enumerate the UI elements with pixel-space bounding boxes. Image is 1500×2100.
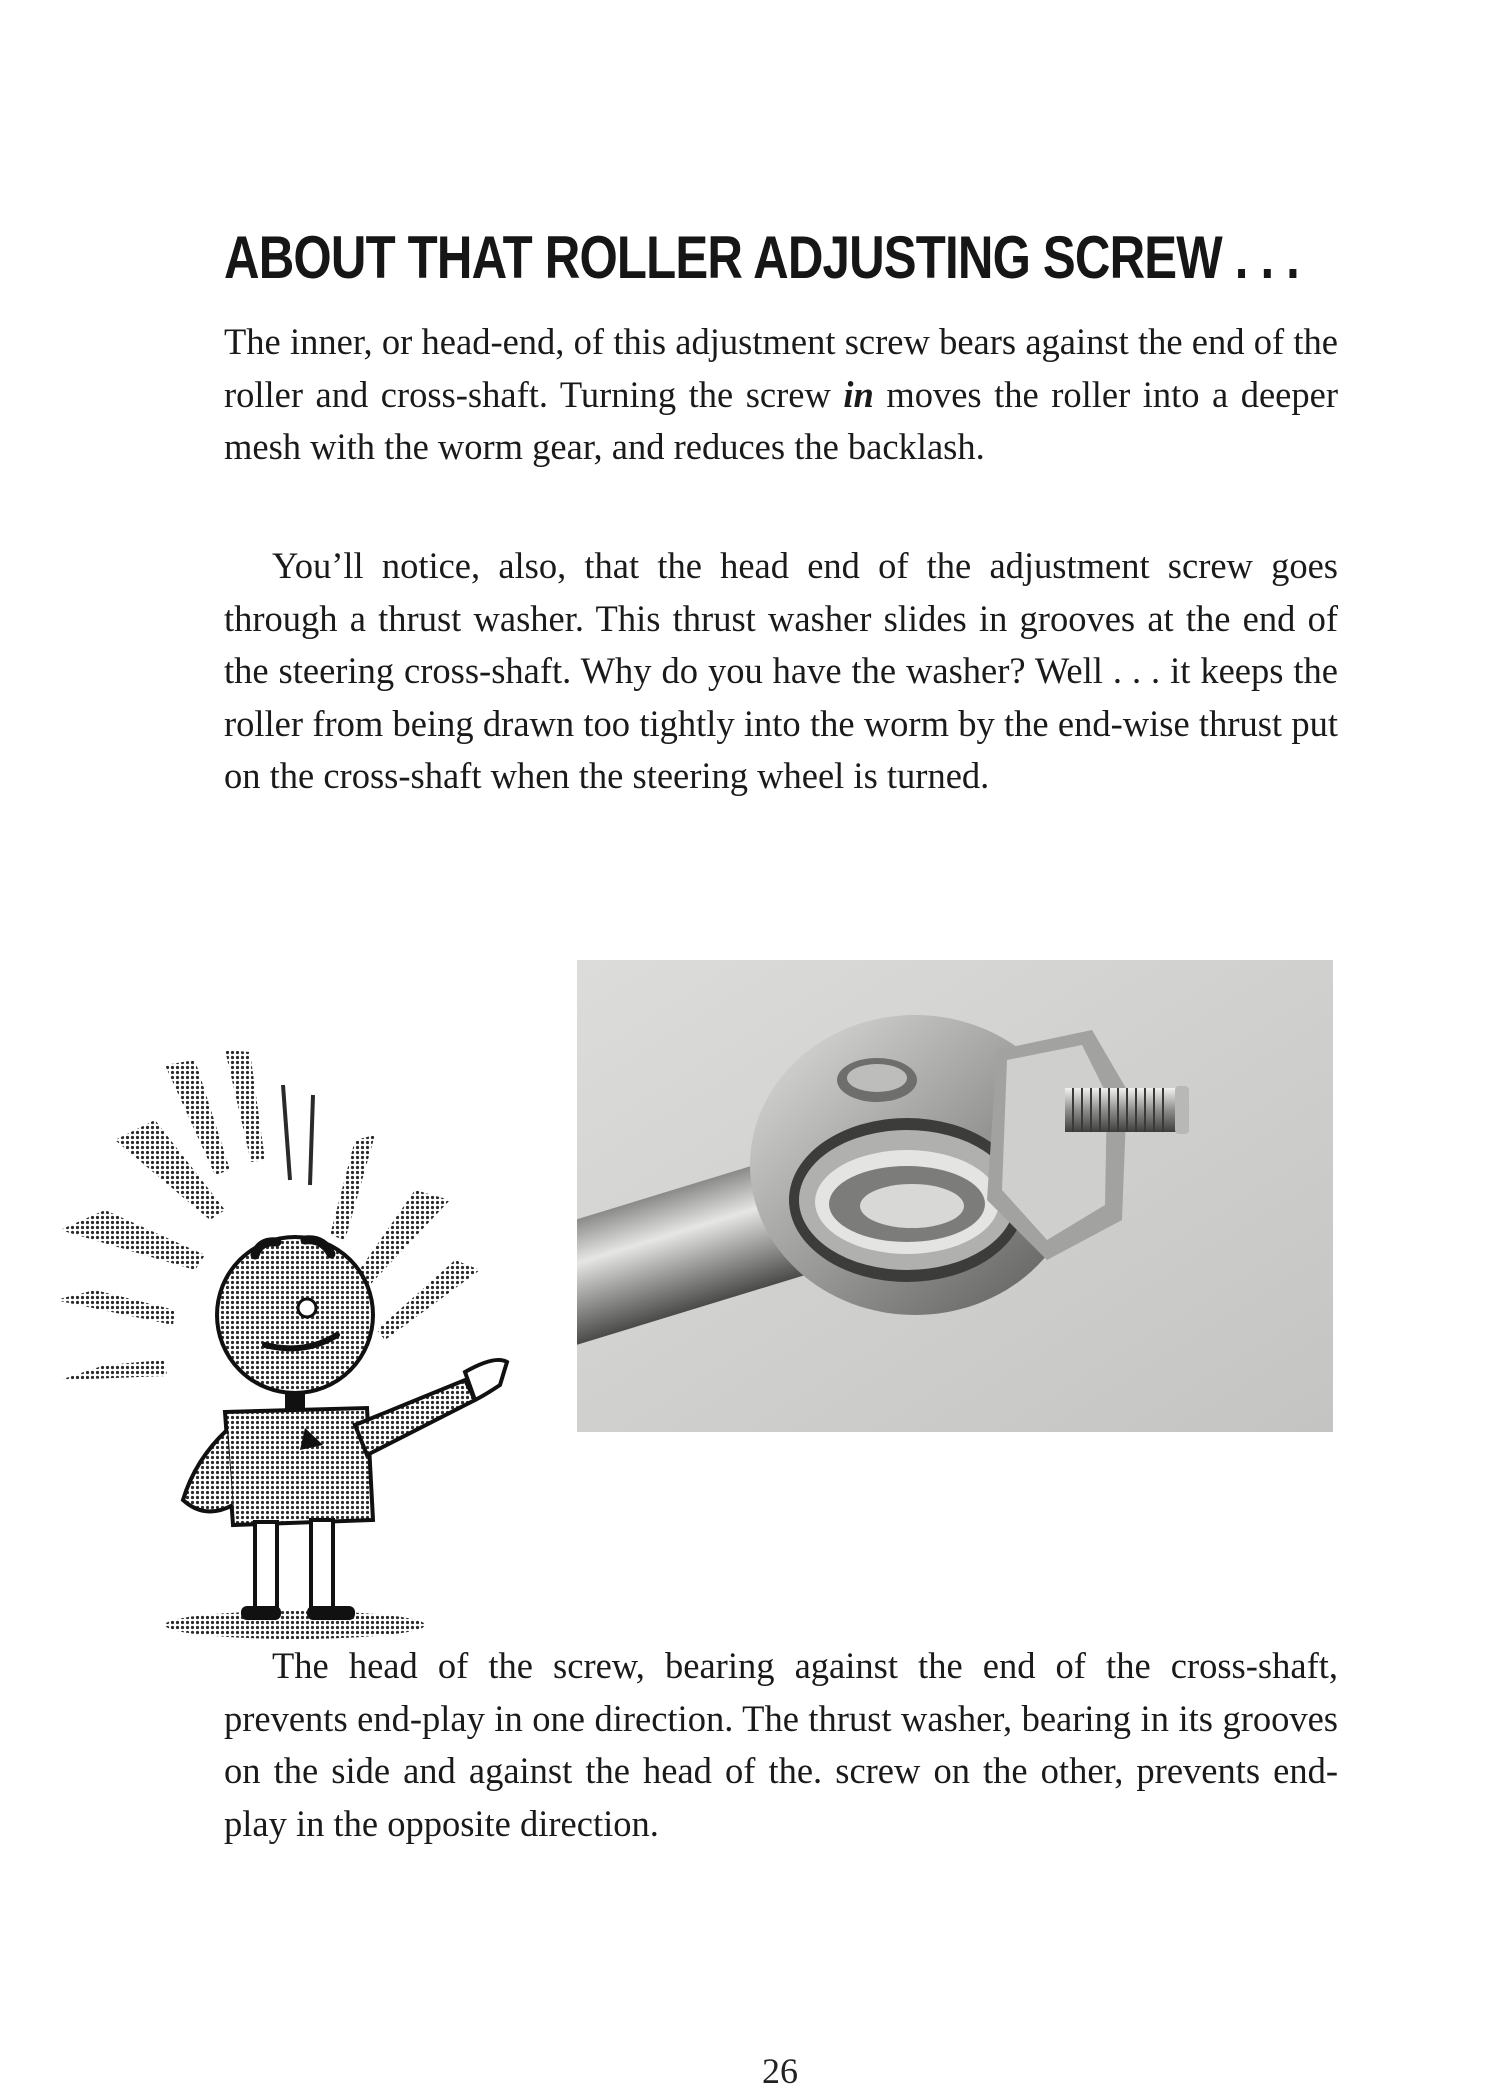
paragraph-2: You’ll notice, also, that the head end of the adjustment screw goes through a thrust washer. This thrust washer slides in grooves at the end of the steering cross-shaft. Why do you have the washer? Well . . . it keeps the roller from being drawn too tightly into the worm by the end-wise thrust put on the cross-shaft when the steering wheel is turned.: [224, 545, 1338, 796]
paragraph-3: The head of the screw, bearing against the end of the cross-shaft, prevents end-play in one direction. The thrust washer, bearing in its grooves on the side and against the head of the. screw on the other, prevents end-play in the opposite direction.: [224, 1645, 1338, 1844]
paragraph-1-text-end: moves the roller into a deeper mesh with the worm gear, and reduces the backlash.: [224, 373, 1338, 467]
cross-shaft-photo: [577, 960, 1333, 1432]
cross-shaft-photo-image: [577, 960, 1333, 1432]
section-heading: ABOUT THAT ROLLER ADJUSTING SCREW . . .: [224, 224, 1300, 291]
mascot-illustration: [55, 1050, 585, 1640]
emphasis-in: in: [843, 373, 874, 415]
page-number: 26: [762, 2051, 798, 2091]
paragraph-1: [224, 316, 1338, 474]
paragraph-1-text: The inner, or head-end, of this adjustment screw bears against the end of the roller and cross-shaft. Turning the screw: [224, 321, 1338, 415]
mascot-drawing: [55, 1050, 585, 1640]
